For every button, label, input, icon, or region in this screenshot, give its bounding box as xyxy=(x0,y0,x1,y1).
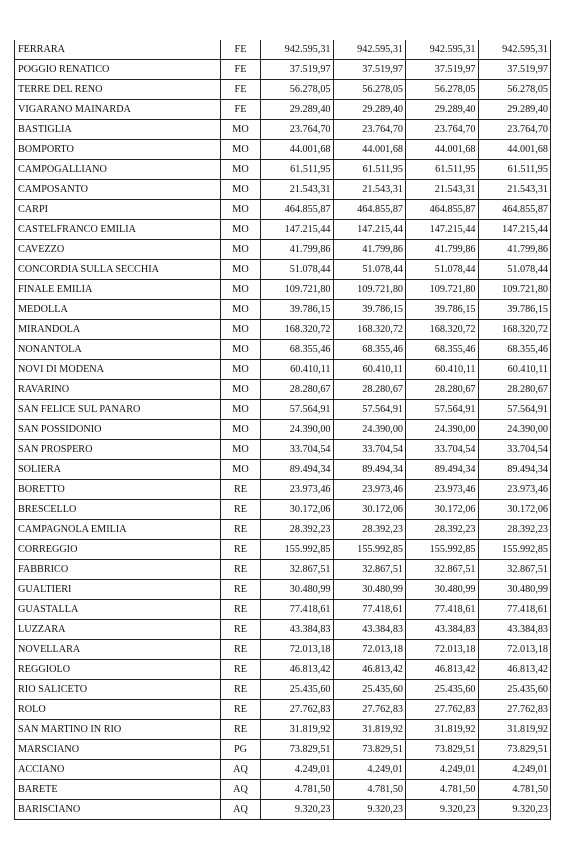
cell-province: RE xyxy=(221,700,261,720)
cell-amount-2: 28.280,67 xyxy=(333,380,406,400)
table-row xyxy=(15,640,551,660)
cell-amount-1: 51.078,44 xyxy=(261,260,334,280)
cell-amount-1: 44.001,68 xyxy=(261,140,334,160)
cell-amount-1: 39.786,15 xyxy=(261,300,334,320)
cell-amount-1: 30.480,99 xyxy=(261,580,334,600)
cell-province: RE xyxy=(221,580,261,600)
cell-amount-4: 46.813,42 xyxy=(478,660,551,680)
cell-province: FE xyxy=(221,80,261,100)
table-row xyxy=(15,180,551,200)
cell-amount-1: 41.799,86 xyxy=(261,240,334,260)
cell-amount-1: 168.320,72 xyxy=(261,320,334,340)
cell-comune: CASTELFRANCO EMILIA xyxy=(15,220,221,240)
cell-amount-3: 89.494,34 xyxy=(406,460,479,480)
table-row xyxy=(15,660,551,680)
cell-amount-2: 28.392,23 xyxy=(333,520,406,540)
cell-amount-1: 28.392,23 xyxy=(261,520,334,540)
cell-province: RE xyxy=(221,680,261,700)
cell-province: AQ xyxy=(221,760,261,780)
table-row xyxy=(15,500,551,520)
cell-amount-4: 27.762,83 xyxy=(478,700,551,720)
table-row xyxy=(15,420,551,440)
cell-province: MO xyxy=(221,200,261,220)
cell-amount-3: 31.819,92 xyxy=(406,720,479,740)
table-row xyxy=(15,480,551,500)
cell-amount-4: 68.355,46 xyxy=(478,340,551,360)
cell-amount-2: 24.390,00 xyxy=(333,420,406,440)
cell-amount-2: 4.781,50 xyxy=(333,780,406,800)
cell-province: MO xyxy=(221,380,261,400)
cell-comune: MIRANDOLA xyxy=(15,320,221,340)
cell-amount-4: 43.384,83 xyxy=(478,620,551,640)
cell-amount-4: 30.480,99 xyxy=(478,580,551,600)
cell-amount-1: 147.215,44 xyxy=(261,220,334,240)
cell-province: FE xyxy=(221,100,261,120)
cell-amount-1: 28.280,67 xyxy=(261,380,334,400)
cell-comune: BARETE xyxy=(15,780,221,800)
cell-comune: SAN PROSPERO xyxy=(15,440,221,460)
cell-amount-1: 32.867,51 xyxy=(261,560,334,580)
cell-amount-3: 43.384,83 xyxy=(406,620,479,640)
cell-comune: MEDOLLA xyxy=(15,300,221,320)
cell-amount-3: 68.355,46 xyxy=(406,340,479,360)
table-row xyxy=(15,320,551,340)
cell-amount-3: 28.392,23 xyxy=(406,520,479,540)
cell-province: MO xyxy=(221,300,261,320)
cell-comune: MARSCIANO xyxy=(15,740,221,760)
cell-province: MO xyxy=(221,440,261,460)
cell-amount-1: 23.764,70 xyxy=(261,120,334,140)
table-row xyxy=(15,120,551,140)
cell-amount-1: 57.564,91 xyxy=(261,400,334,420)
cell-comune: GUASTALLA xyxy=(15,600,221,620)
cell-amount-3: 32.867,51 xyxy=(406,560,479,580)
cell-amount-3: 24.390,00 xyxy=(406,420,479,440)
cell-amount-1: 942.595,31 xyxy=(261,40,334,60)
cell-amount-1: 155.992,85 xyxy=(261,540,334,560)
cell-amount-2: 41.799,86 xyxy=(333,240,406,260)
cell-amount-3: 27.762,83 xyxy=(406,700,479,720)
cell-comune: RIO SALICETO xyxy=(15,680,221,700)
cell-comune: FABBRICO xyxy=(15,560,221,580)
cell-province: RE xyxy=(221,500,261,520)
cell-amount-3: 61.511,95 xyxy=(406,160,479,180)
cell-amount-4: 33.704,54 xyxy=(478,440,551,460)
table-row xyxy=(15,580,551,600)
table-row xyxy=(15,800,551,820)
cell-province: RE xyxy=(221,640,261,660)
cell-amount-2: 23.764,70 xyxy=(333,120,406,140)
cell-amount-1: 77.418,61 xyxy=(261,600,334,620)
cell-amount-1: 4.781,50 xyxy=(261,780,334,800)
cell-amount-3: 109.721,80 xyxy=(406,280,479,300)
cell-amount-2: 31.819,92 xyxy=(333,720,406,740)
cell-comune: BASTIGLIA xyxy=(15,120,221,140)
table-row xyxy=(15,240,551,260)
cell-province: RE xyxy=(221,480,261,500)
cell-amount-3: 29.289,40 xyxy=(406,100,479,120)
cell-amount-2: 29.289,40 xyxy=(333,100,406,120)
cell-amount-4: 73.829,51 xyxy=(478,740,551,760)
cell-amount-2: 33.704,54 xyxy=(333,440,406,460)
cell-amount-4: 4.249,01 xyxy=(478,760,551,780)
cell-amount-3: 60.410,11 xyxy=(406,360,479,380)
cell-amount-3: 942.595,31 xyxy=(406,40,479,60)
cell-comune: CAMPAGNOLA EMILIA xyxy=(15,520,221,540)
cell-amount-3: 73.829,51 xyxy=(406,740,479,760)
cell-province: RE xyxy=(221,540,261,560)
table-row xyxy=(15,520,551,540)
cell-amount-1: 37.519,97 xyxy=(261,60,334,80)
cell-amount-3: 46.813,42 xyxy=(406,660,479,680)
table-row xyxy=(15,280,551,300)
cell-amount-2: 39.786,15 xyxy=(333,300,406,320)
cell-comune: BORETTO xyxy=(15,480,221,500)
cell-amount-1: 72.013,18 xyxy=(261,640,334,660)
table-row xyxy=(15,160,551,180)
table-row xyxy=(15,100,551,120)
cell-amount-2: 9.320,23 xyxy=(333,800,406,820)
cell-province: MO xyxy=(221,140,261,160)
cell-comune: POGGIO RENATICO xyxy=(15,60,221,80)
cell-amount-2: 109.721,80 xyxy=(333,280,406,300)
cell-amount-4: 23.973,46 xyxy=(478,480,551,500)
cell-province: AQ xyxy=(221,800,261,820)
cell-amount-3: 56.278,05 xyxy=(406,80,479,100)
cell-amount-3: 39.786,15 xyxy=(406,300,479,320)
municipality-table xyxy=(14,40,551,820)
cell-comune: CAVEZZO xyxy=(15,240,221,260)
table-row xyxy=(15,680,551,700)
cell-amount-2: 72.013,18 xyxy=(333,640,406,660)
cell-province: MO xyxy=(221,240,261,260)
cell-amount-3: 33.704,54 xyxy=(406,440,479,460)
table-row xyxy=(15,600,551,620)
cell-amount-3: 464.855,87 xyxy=(406,200,479,220)
cell-amount-2: 51.078,44 xyxy=(333,260,406,280)
cell-amount-2: 27.762,83 xyxy=(333,700,406,720)
cell-amount-2: 147.215,44 xyxy=(333,220,406,240)
cell-amount-1: 61.511,95 xyxy=(261,160,334,180)
table-row xyxy=(15,300,551,320)
cell-amount-4: 31.819,92 xyxy=(478,720,551,740)
cell-amount-3: 23.973,46 xyxy=(406,480,479,500)
cell-amount-3: 77.418,61 xyxy=(406,600,479,620)
cell-amount-2: 60.410,11 xyxy=(333,360,406,380)
cell-province: MO xyxy=(221,280,261,300)
cell-amount-1: 29.289,40 xyxy=(261,100,334,120)
cell-comune: SOLIERA xyxy=(15,460,221,480)
cell-amount-4: 155.992,85 xyxy=(478,540,551,560)
cell-amount-2: 37.519,97 xyxy=(333,60,406,80)
cell-amount-1: 33.704,54 xyxy=(261,440,334,460)
cell-amount-4: 57.564,91 xyxy=(478,400,551,420)
cell-comune: NONANTOLA xyxy=(15,340,221,360)
table-row xyxy=(15,340,551,360)
cell-amount-4: 89.494,34 xyxy=(478,460,551,480)
table-row xyxy=(15,720,551,740)
cell-amount-2: 464.855,87 xyxy=(333,200,406,220)
cell-amount-1: 4.249,01 xyxy=(261,760,334,780)
cell-comune: LUZZARA xyxy=(15,620,221,640)
table-row xyxy=(15,460,551,480)
cell-comune: REGGIOLO xyxy=(15,660,221,680)
cell-amount-1: 46.813,42 xyxy=(261,660,334,680)
cell-amount-3: 25.435,60 xyxy=(406,680,479,700)
cell-amount-1: 31.819,92 xyxy=(261,720,334,740)
cell-province: MO xyxy=(221,420,261,440)
cell-amount-2: 44.001,68 xyxy=(333,140,406,160)
cell-amount-2: 56.278,05 xyxy=(333,80,406,100)
cell-amount-4: 23.764,70 xyxy=(478,120,551,140)
cell-amount-4: 32.867,51 xyxy=(478,560,551,580)
cell-province: MO xyxy=(221,320,261,340)
cell-amount-2: 25.435,60 xyxy=(333,680,406,700)
table-row xyxy=(15,220,551,240)
cell-amount-3: 37.519,97 xyxy=(406,60,479,80)
cell-amount-2: 4.249,01 xyxy=(333,760,406,780)
cell-comune: ACCIANO xyxy=(15,760,221,780)
cell-amount-2: 61.511,95 xyxy=(333,160,406,180)
table-row xyxy=(15,700,551,720)
cell-amount-1: 21.543,31 xyxy=(261,180,334,200)
cell-amount-1: 56.278,05 xyxy=(261,80,334,100)
cell-amount-1: 89.494,34 xyxy=(261,460,334,480)
cell-amount-2: 21.543,31 xyxy=(333,180,406,200)
cell-amount-4: 464.855,87 xyxy=(478,200,551,220)
cell-amount-2: 77.418,61 xyxy=(333,600,406,620)
cell-amount-4: 25.435,60 xyxy=(478,680,551,700)
cell-amount-2: 23.973,46 xyxy=(333,480,406,500)
cell-amount-2: 30.172,06 xyxy=(333,500,406,520)
cell-province: FE xyxy=(221,40,261,60)
cell-province: MO xyxy=(221,120,261,140)
table-row xyxy=(15,260,551,280)
table-row xyxy=(15,200,551,220)
cell-amount-1: 68.355,46 xyxy=(261,340,334,360)
cell-province: MO xyxy=(221,180,261,200)
cell-amount-2: 168.320,72 xyxy=(333,320,406,340)
cell-amount-3: 147.215,44 xyxy=(406,220,479,240)
table-row xyxy=(15,560,551,580)
cell-amount-4: 168.320,72 xyxy=(478,320,551,340)
cell-comune: RAVARINO xyxy=(15,380,221,400)
cell-province: MO xyxy=(221,340,261,360)
cell-amount-3: 30.172,06 xyxy=(406,500,479,520)
table-row xyxy=(15,760,551,780)
table-row xyxy=(15,140,551,160)
cell-comune: NOVI DI MODENA xyxy=(15,360,221,380)
cell-amount-1: 60.410,11 xyxy=(261,360,334,380)
cell-amount-3: 57.564,91 xyxy=(406,400,479,420)
cell-comune: ROLO xyxy=(15,700,221,720)
cell-amount-3: 30.480,99 xyxy=(406,580,479,600)
cell-amount-4: 30.172,06 xyxy=(478,500,551,520)
cell-amount-1: 27.762,83 xyxy=(261,700,334,720)
cell-amount-3: 4.249,01 xyxy=(406,760,479,780)
cell-comune: CAMPOSANTO xyxy=(15,180,221,200)
cell-province: AQ xyxy=(221,780,261,800)
cell-amount-4: 9.320,23 xyxy=(478,800,551,820)
cell-amount-3: 9.320,23 xyxy=(406,800,479,820)
cell-province: MO xyxy=(221,400,261,420)
cell-amount-1: 43.384,83 xyxy=(261,620,334,640)
cell-province: PG xyxy=(221,740,261,760)
cell-amount-4: 109.721,80 xyxy=(478,280,551,300)
cell-amount-2: 46.813,42 xyxy=(333,660,406,680)
cell-amount-2: 32.867,51 xyxy=(333,560,406,580)
table-row xyxy=(15,440,551,460)
cell-amount-1: 23.973,46 xyxy=(261,480,334,500)
cell-amount-2: 30.480,99 xyxy=(333,580,406,600)
table-row xyxy=(15,80,551,100)
cell-province: RE xyxy=(221,560,261,580)
cell-amount-4: 44.001,68 xyxy=(478,140,551,160)
cell-amount-1: 25.435,60 xyxy=(261,680,334,700)
cell-amount-2: 89.494,34 xyxy=(333,460,406,480)
table-row xyxy=(15,400,551,420)
cell-amount-4: 77.418,61 xyxy=(478,600,551,620)
cell-province: RE xyxy=(221,660,261,680)
table-row xyxy=(15,360,551,380)
cell-amount-4: 56.278,05 xyxy=(478,80,551,100)
cell-comune: NOVELLARA xyxy=(15,640,221,660)
cell-province: MO xyxy=(221,460,261,480)
cell-amount-2: 57.564,91 xyxy=(333,400,406,420)
cell-amount-2: 73.829,51 xyxy=(333,740,406,760)
cell-comune: BRESCELLO xyxy=(15,500,221,520)
cell-amount-1: 9.320,23 xyxy=(261,800,334,820)
cell-amount-2: 68.355,46 xyxy=(333,340,406,360)
cell-comune: SAN POSSIDONIO xyxy=(15,420,221,440)
cell-amount-3: 155.992,85 xyxy=(406,540,479,560)
cell-amount-4: 60.410,11 xyxy=(478,360,551,380)
cell-amount-4: 147.215,44 xyxy=(478,220,551,240)
cell-amount-4: 41.799,86 xyxy=(478,240,551,260)
cell-amount-1: 464.855,87 xyxy=(261,200,334,220)
cell-amount-2: 43.384,83 xyxy=(333,620,406,640)
cell-amount-3: 168.320,72 xyxy=(406,320,479,340)
cell-amount-1: 30.172,06 xyxy=(261,500,334,520)
cell-comune: CORREGGIO xyxy=(15,540,221,560)
cell-comune: TERRE DEL RENO xyxy=(15,80,221,100)
cell-amount-4: 942.595,31 xyxy=(478,40,551,60)
document-sheet xyxy=(14,40,550,820)
table-row xyxy=(15,780,551,800)
cell-amount-4: 4.781,50 xyxy=(478,780,551,800)
cell-comune: SAN FELICE SUL PANARO xyxy=(15,400,221,420)
cell-amount-3: 51.078,44 xyxy=(406,260,479,280)
cell-amount-3: 41.799,86 xyxy=(406,240,479,260)
cell-comune: BARISCIANO xyxy=(15,800,221,820)
cell-comune: SAN MARTINO IN RIO xyxy=(15,720,221,740)
cell-comune: BOMPORTO xyxy=(15,140,221,160)
table-row xyxy=(15,60,551,80)
cell-province: RE xyxy=(221,720,261,740)
table-row xyxy=(15,740,551,760)
cell-amount-4: 21.543,31 xyxy=(478,180,551,200)
cell-amount-4: 72.013,18 xyxy=(478,640,551,660)
cell-comune: GUALTIERI xyxy=(15,580,221,600)
cell-amount-3: 21.543,31 xyxy=(406,180,479,200)
table-row xyxy=(15,620,551,640)
cell-province: FE xyxy=(221,60,261,80)
cell-province: MO xyxy=(221,260,261,280)
cell-amount-2: 155.992,85 xyxy=(333,540,406,560)
cell-amount-2: 942.595,31 xyxy=(333,40,406,60)
cell-province: MO xyxy=(221,360,261,380)
cell-province: MO xyxy=(221,160,261,180)
cell-amount-3: 28.280,67 xyxy=(406,380,479,400)
cell-amount-3: 44.001,68 xyxy=(406,140,479,160)
cell-amount-1: 24.390,00 xyxy=(261,420,334,440)
cell-comune: VIGARANO MAINARDA xyxy=(15,100,221,120)
table-row xyxy=(15,380,551,400)
table-row xyxy=(15,40,551,60)
cell-province: RE xyxy=(221,620,261,640)
cell-amount-1: 73.829,51 xyxy=(261,740,334,760)
cell-comune: FINALE EMILIA xyxy=(15,280,221,300)
cell-comune: FERRARA xyxy=(15,40,221,60)
cell-amount-4: 29.289,40 xyxy=(478,100,551,120)
cell-province: RE xyxy=(221,520,261,540)
cell-amount-3: 23.764,70 xyxy=(406,120,479,140)
cell-amount-4: 28.280,67 xyxy=(478,380,551,400)
cell-comune: CARPI xyxy=(15,200,221,220)
cell-comune: CONCORDIA SULLA SECCHIA xyxy=(15,260,221,280)
cell-amount-3: 72.013,18 xyxy=(406,640,479,660)
cell-province: MO xyxy=(221,220,261,240)
cell-amount-4: 37.519,97 xyxy=(478,60,551,80)
cell-amount-1: 109.721,80 xyxy=(261,280,334,300)
table-body xyxy=(15,40,551,820)
cell-amount-3: 4.781,50 xyxy=(406,780,479,800)
cell-province: RE xyxy=(221,600,261,620)
cell-amount-4: 24.390,00 xyxy=(478,420,551,440)
table-row xyxy=(15,540,551,560)
cell-amount-4: 61.511,95 xyxy=(478,160,551,180)
cell-comune: CAMPOGALLIANO xyxy=(15,160,221,180)
cell-amount-4: 51.078,44 xyxy=(478,260,551,280)
cell-amount-4: 28.392,23 xyxy=(478,520,551,540)
cell-amount-4: 39.786,15 xyxy=(478,300,551,320)
